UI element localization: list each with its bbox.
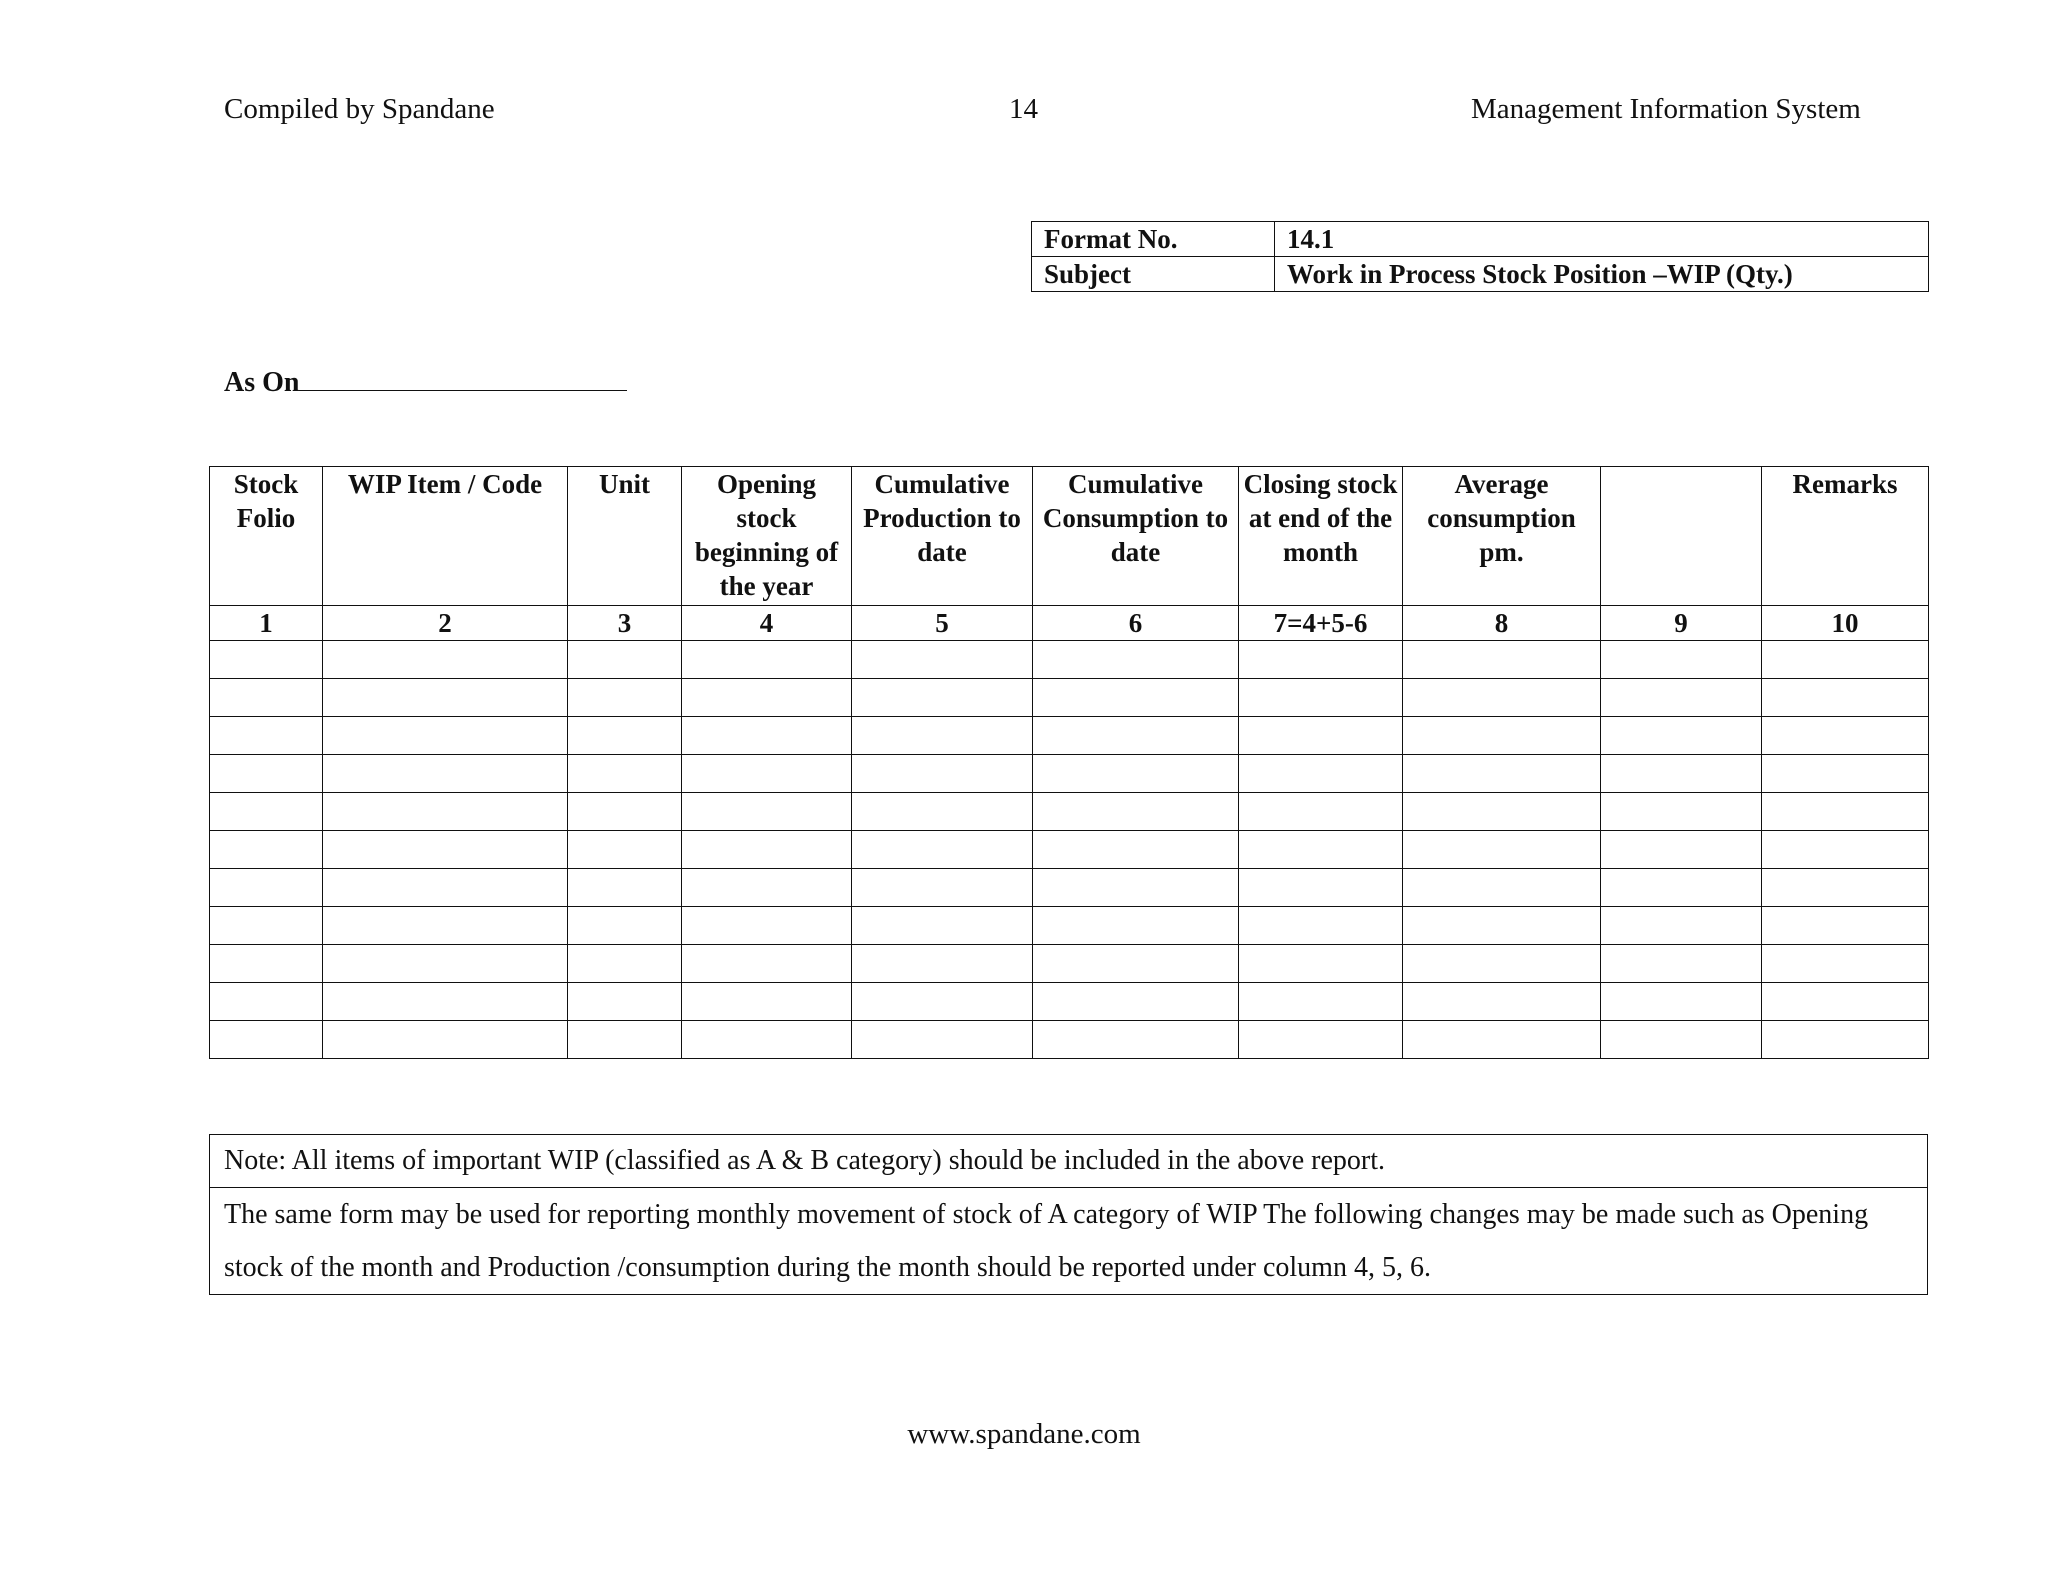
- table-cell: [852, 869, 1033, 907]
- table-cell: [682, 717, 852, 755]
- table-cell: [568, 945, 682, 983]
- table-cell: [682, 945, 852, 983]
- table-cell: [568, 679, 682, 717]
- header-right-text: Management Information System: [1471, 93, 1861, 125]
- format-no-label: Format No.: [1032, 222, 1275, 257]
- table-cell: [1403, 793, 1601, 831]
- blank-rows: [210, 641, 1929, 1059]
- table-cell: [323, 679, 568, 717]
- table-cell: [852, 793, 1033, 831]
- table-cell: [682, 641, 852, 679]
- format-row: [1032, 222, 1929, 257]
- col-header-average-consumption: Average consumption pm.: [1403, 467, 1601, 606]
- table-cell: [1239, 907, 1403, 945]
- table-row: [210, 983, 1929, 1021]
- table-cell: [323, 793, 568, 831]
- table-cell: [1762, 755, 1929, 793]
- table-cell: [1239, 641, 1403, 679]
- table-row: [210, 679, 1929, 717]
- table-cell: [1403, 679, 1601, 717]
- table-cell: [682, 679, 852, 717]
- col-number-5: 5: [852, 606, 1033, 641]
- table-cell: [1601, 641, 1762, 679]
- table-cell: [682, 869, 852, 907]
- table-cell: [1239, 1021, 1403, 1059]
- as-on-field: [224, 364, 627, 399]
- table-cell: [1762, 717, 1929, 755]
- table-cell: [568, 755, 682, 793]
- table-cell: [323, 641, 568, 679]
- table-cell: [210, 983, 323, 1021]
- table-cell: [568, 831, 682, 869]
- table-cell: [1239, 793, 1403, 831]
- note-text-1: Note: All items of important WIP (classified as A & B category) should be included in the above report.: [210, 1135, 1928, 1188]
- table-cell: [210, 869, 323, 907]
- format-no-value: 14.1: [1275, 222, 1929, 257]
- table-cell: [1403, 831, 1601, 869]
- col-header-remarks: Remarks: [1762, 467, 1929, 606]
- page-number: 14: [1009, 93, 1038, 125]
- table-row: [210, 869, 1929, 907]
- header-left-text: Compiled by Spandane: [224, 93, 495, 125]
- table-cell: [682, 793, 852, 831]
- table-cell: [1601, 983, 1762, 1021]
- table-cell: [1601, 679, 1762, 717]
- table-cell: [852, 983, 1033, 1021]
- table-cell: [1762, 831, 1929, 869]
- col-number-2: 2: [323, 606, 568, 641]
- table-cell: [1601, 907, 1762, 945]
- table-row: [210, 907, 1929, 945]
- table-row: [210, 1021, 1929, 1059]
- table-row: [210, 717, 1929, 755]
- table-cell: [1762, 869, 1929, 907]
- table-cell: [568, 983, 682, 1021]
- col-header-cumulative-consumption: Cumulative Consumption to date: [1033, 467, 1239, 606]
- table-cell: [682, 983, 852, 1021]
- col-header-unit: Unit: [568, 467, 682, 606]
- col-number-3: 3: [568, 606, 682, 641]
- table-row: [210, 945, 1929, 983]
- col-number-4: 4: [682, 606, 852, 641]
- as-on-blank-line: [299, 364, 627, 391]
- table-cell: [323, 1021, 568, 1059]
- table-cell: [568, 641, 682, 679]
- table-cell: [568, 907, 682, 945]
- col-number-7: 7=4+5-6: [1239, 606, 1403, 641]
- table-cell: [210, 717, 323, 755]
- table-cell: [852, 1021, 1033, 1059]
- table-cell: [852, 717, 1033, 755]
- col-header-wip-item-code: WIP Item / Code: [323, 467, 568, 606]
- table-cell: [1033, 641, 1239, 679]
- table-cell: [568, 1021, 682, 1059]
- table-cell: [1403, 717, 1601, 755]
- table-cell: [1601, 717, 1762, 755]
- table-cell: [1762, 945, 1929, 983]
- as-on-label: As On: [224, 367, 300, 398]
- note-row: [210, 1135, 1928, 1188]
- table-cell: [323, 907, 568, 945]
- table-cell: [210, 755, 323, 793]
- col-number-6: 6: [1033, 606, 1239, 641]
- table-cell: [1762, 983, 1929, 1021]
- table-cell: [1239, 945, 1403, 983]
- wip-stock-table: [209, 466, 1929, 1059]
- table-cell: [852, 641, 1033, 679]
- table-cell: [1601, 793, 1762, 831]
- table-row: [210, 831, 1929, 869]
- subject-value: Work in Process Stock Position –WIP (Qty.): [1275, 257, 1929, 292]
- table-cell: [852, 831, 1033, 869]
- table-cell: [1403, 983, 1601, 1021]
- table-cell: [1033, 1021, 1239, 1059]
- table-cell: [210, 793, 323, 831]
- col-number-10: 10: [1762, 606, 1929, 641]
- table-cell: [852, 945, 1033, 983]
- table-cell: [323, 945, 568, 983]
- table-cell: [1033, 983, 1239, 1021]
- table-cell: [323, 983, 568, 1021]
- table-cell: [1033, 907, 1239, 945]
- table-cell: [1033, 679, 1239, 717]
- table-row: [210, 641, 1929, 679]
- table-cell: [1403, 869, 1601, 907]
- table-cell: [323, 831, 568, 869]
- table-cell: [210, 679, 323, 717]
- table-cell: [1033, 793, 1239, 831]
- table-row: [210, 793, 1929, 831]
- table-cell: [1033, 945, 1239, 983]
- table-cell: [1762, 641, 1929, 679]
- table-cell: [682, 1021, 852, 1059]
- table-cell: [210, 831, 323, 869]
- notes-box: [209, 1134, 1928, 1295]
- table-cell: [1403, 755, 1601, 793]
- table-cell: [1239, 717, 1403, 755]
- format-info-table: [1031, 221, 1929, 292]
- table-cell: [568, 793, 682, 831]
- table-cell: [210, 945, 323, 983]
- table-row: [210, 755, 1929, 793]
- table-cell: [682, 755, 852, 793]
- col-number-9: 9: [1601, 606, 1762, 641]
- col-header-closing-stock: Closing stock at end of the month: [1239, 467, 1403, 606]
- table-cell: [210, 1021, 323, 1059]
- table-cell: [1601, 831, 1762, 869]
- table-cell: [323, 755, 568, 793]
- table-cell: [1239, 831, 1403, 869]
- table-cell: [852, 755, 1033, 793]
- table-cell: [1762, 1021, 1929, 1059]
- table-cell: [1239, 679, 1403, 717]
- table-cell: [568, 869, 682, 907]
- table-cell: [682, 831, 852, 869]
- col-number-1: 1: [210, 606, 323, 641]
- subject-row: [1032, 257, 1929, 292]
- table-cell: [568, 717, 682, 755]
- table-cell: [1033, 717, 1239, 755]
- table-cell: [1403, 907, 1601, 945]
- table-cell: [852, 907, 1033, 945]
- subject-label: Subject: [1032, 257, 1275, 292]
- table-cell: [1033, 831, 1239, 869]
- table-cell: [1403, 945, 1601, 983]
- column-number-row: [210, 606, 1929, 641]
- table-cell: [1601, 869, 1762, 907]
- col-header-opening-stock: Opening stock beginning of the year: [682, 467, 852, 606]
- col-header-stock-folio: Stock Folio: [210, 467, 323, 606]
- table-cell: [1601, 945, 1762, 983]
- table-cell: [210, 907, 323, 945]
- note-row: [210, 1188, 1928, 1295]
- table-cell: [852, 679, 1033, 717]
- table-cell: [1033, 755, 1239, 793]
- table-cell: [1762, 793, 1929, 831]
- table-cell: [1403, 1021, 1601, 1059]
- table-cell: [1239, 983, 1403, 1021]
- table-cell: [1762, 679, 1929, 717]
- col-header-cumulative-production: Cumulative Production to date: [852, 467, 1033, 606]
- col-header-blank: [1601, 467, 1762, 606]
- table-cell: [1403, 641, 1601, 679]
- table-cell: [323, 717, 568, 755]
- table-cell: [1239, 869, 1403, 907]
- footer-url: www.spandane.com: [907, 1418, 1141, 1450]
- table-cell: [1033, 869, 1239, 907]
- note-text-2: The same form may be used for reporting monthly movement of stock of A category of WIP The following changes may be made such as Opening stock of the month and Production /consumption during the month should be reported under column 4, 5, 6.: [210, 1188, 1928, 1295]
- col-number-8: 8: [1403, 606, 1601, 641]
- table-cell: [1762, 907, 1929, 945]
- table-cell: [682, 907, 852, 945]
- column-header-row: [210, 467, 1929, 606]
- table-cell: [1601, 1021, 1762, 1059]
- table-cell: [323, 869, 568, 907]
- table-cell: [1239, 755, 1403, 793]
- table-cell: [1601, 755, 1762, 793]
- table-cell: [210, 641, 323, 679]
